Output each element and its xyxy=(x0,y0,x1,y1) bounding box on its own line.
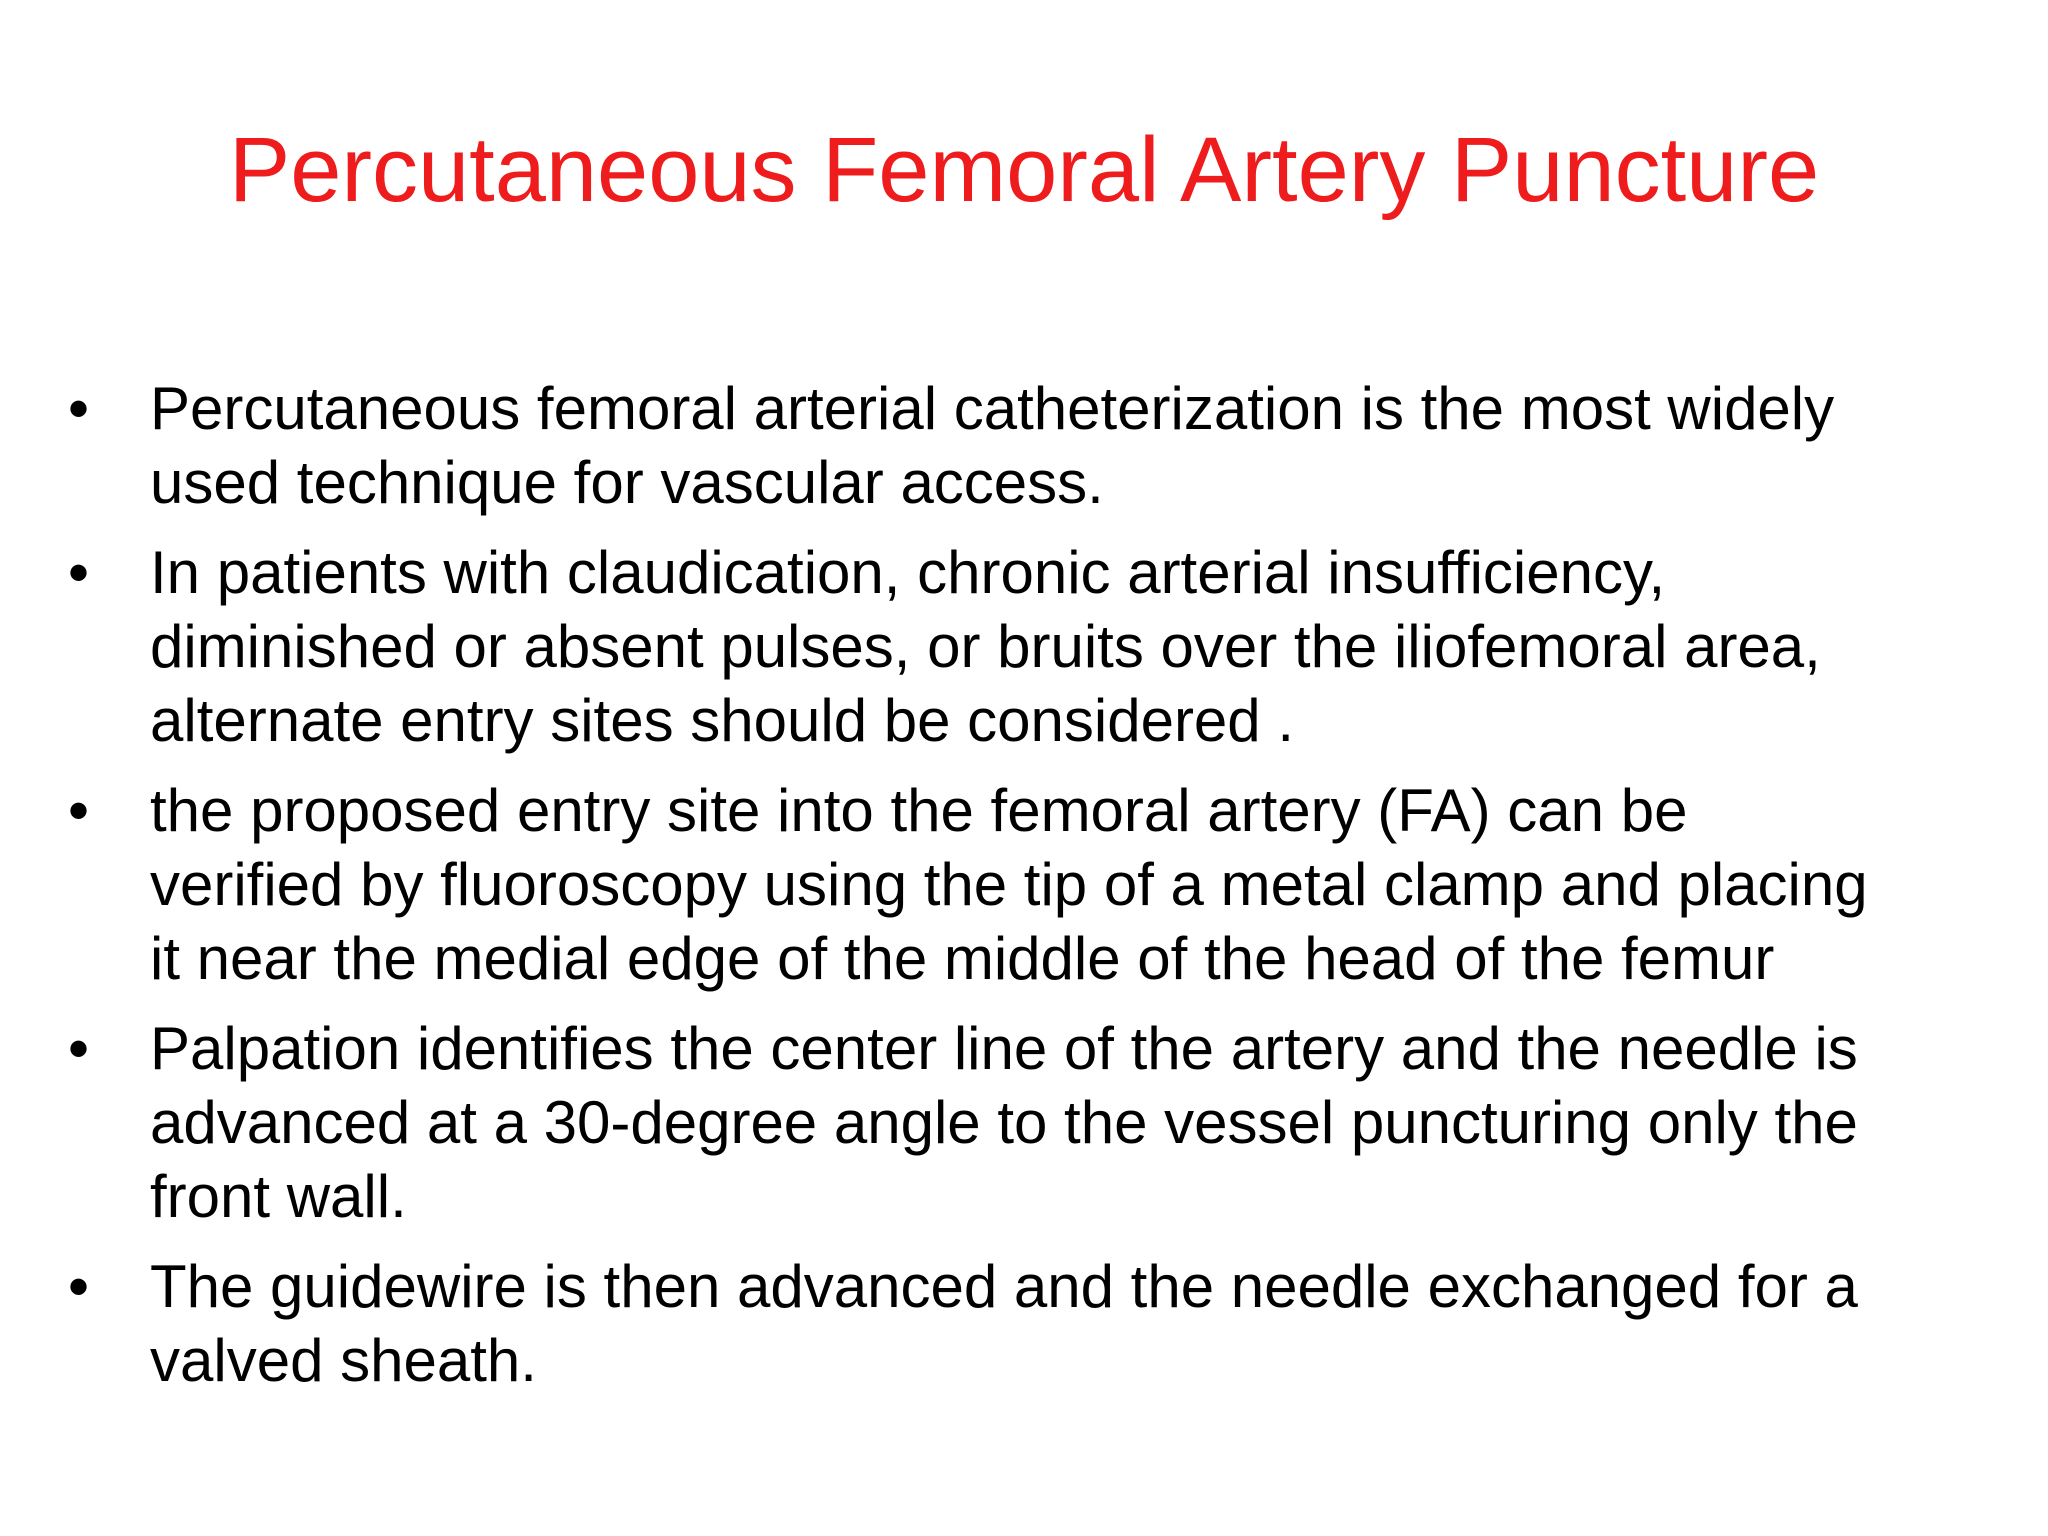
bullet-item xyxy=(0,774,2048,996)
bullet-text: Palpation identifies the center line of the artery and the needle is advanced at a 30-degree angle to the vessel puncturing only the front wall. xyxy=(150,1015,1858,1230)
bullet-text: The guidewire is then advanced and the needle exchanged for a valved sheath. xyxy=(150,1253,1858,1394)
bullet-dot-icon: • xyxy=(68,777,90,844)
bullet-text: In patients with claudication, chronic arterial insufficiency, diminished or absent pulses, or bruits over the iliofemoral area, alternate entry sites should be considered . xyxy=(150,539,1821,754)
bullet-list xyxy=(0,372,2048,1414)
bullet-item xyxy=(0,1250,2048,1398)
bullet-item xyxy=(0,372,2048,520)
slide-title: Percutaneous Femoral Artery Puncture xyxy=(228,119,1820,221)
bullet-item xyxy=(0,1012,2048,1234)
bullet-dot-icon: • xyxy=(68,1253,90,1320)
bullet-dot-icon: • xyxy=(68,375,90,442)
bullet-dot-icon: • xyxy=(68,539,90,606)
bullet-text: the proposed entry site into the femoral artery (FA) can be verified by fluoroscopy using the tip of a metal clamp and placing it near the medial edge of the middle of the head of the femur xyxy=(150,777,1868,992)
bullet-item xyxy=(0,536,2048,758)
bullet-dot-icon: • xyxy=(68,1015,90,1082)
bullet-text: Percutaneous femoral arterial catheterization is the most widely used technique for vascular access. xyxy=(150,375,1835,516)
